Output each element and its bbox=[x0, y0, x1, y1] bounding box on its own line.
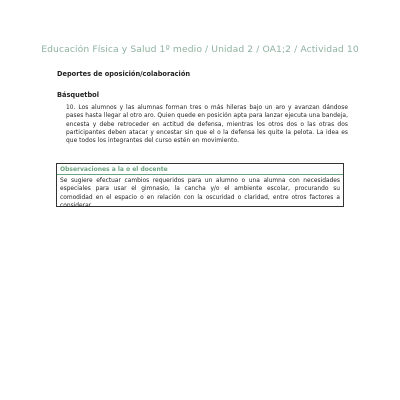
page-header-title: Educación Física y Salud 1º medio / Unidad 2 / OA1;2 / Actividad 10 bbox=[41, 44, 359, 55]
teacher-notes-box bbox=[56, 163, 344, 207]
teacher-notes-text: Se sugiere efectuar cambios requeridos para un alumno o una alumna con necesidades especiales para usar el gimnasio, la cancha y/o el ambiente escolar, procurando su comodidad en el espacio o en relación con la oscuridad o claridad, entre otros factores a considerar. bbox=[60, 178, 340, 209]
section-heading: Deportes de oposición/colaboración bbox=[57, 70, 191, 78]
activity-description: 10. Los alumnos y las alumnas forman tres o más hileras bajo un aro y avanzan dándose pases hasta llegar al otro aro. Quien quede en posición apta para lanzar ejecuta una bandeja, encesta y debe retroceder en actitud de defensa, mientras los otros dos o las otras dos participantes deben atacar y encestar sin que el o la defensa les quite la pelota. La idea es que todos los integrantes del curso estén en movimiento. bbox=[66, 105, 348, 145]
sport-subheading: Básquetbol bbox=[57, 91, 99, 99]
teacher-notes-title: Observaciones a la o el docente bbox=[60, 166, 168, 173]
teacher-notes-divider bbox=[57, 174, 343, 175]
